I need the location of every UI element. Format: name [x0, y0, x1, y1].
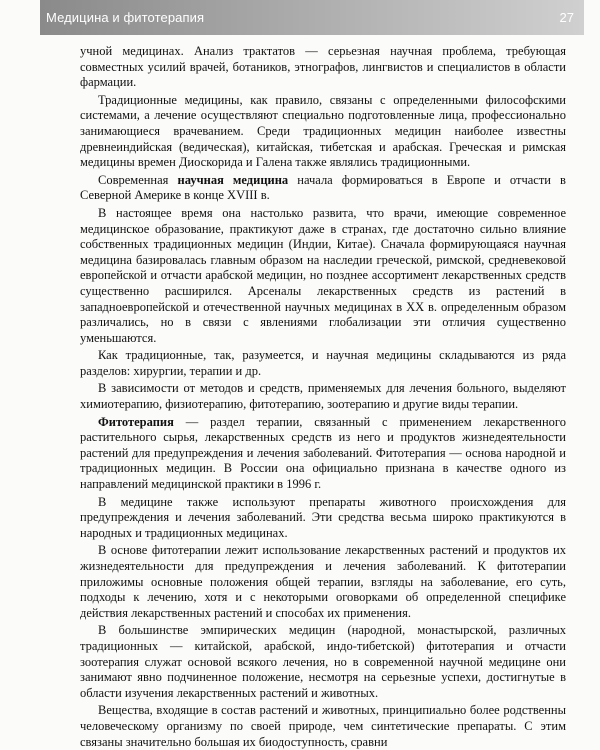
- page-number: 27: [559, 10, 574, 25]
- paragraph-traditional-medicines: Традиционные медицины, как правило, связаны с определенными философскими системами, а лечение осуществляют специально подготовленные лица, профессионально занимающиеся врачеванием. Среди традиционных медицин наиболее известны древнеиндийская (ведическая), китайская, тибетская и арабская. Греческая и римская медицины времен Диоскорида и Галена также являлись традиционными.: [80, 92, 566, 170]
- paragraph-present-day: В настоящее время она настолько развита, что врачи, имеющие современное медицинское образование, практикуют даже в странах, где достаточно сильно влияние собственных традиционных медицин (Индии, Китае). Сначала формирующаяся научная медицина базировалась главным образом на наследии греческой, римской, средневековой европейской и отчасти арабской медицин, но позднее ассортимент лекарственных средств существенно расширился. Арсеналы лекарственных средств из растений в западноевропейской и отечественной научных медицинах в XX в. определенным образом различались, но в связи с явлениями глобализации эти отличия существенно уменьшаются.: [80, 205, 566, 345]
- bold-term-phytotherapy: Фитотерапия: [98, 414, 174, 429]
- body-text: [80, 44, 566, 750]
- paragraph-phytotherapy-definition: [80, 415, 566, 493]
- paragraph-scientific-medicine: [80, 173, 566, 204]
- paragraph-animal-preparations: В медицине также используют препараты животного происхождения для предупреждения и лечения заболеваний. Эти средства весьма широко практикуются в народных и традиционных медицинах.: [80, 494, 566, 540]
- paragraph-phytotherapy-basis: В основе фитотерапии лежит использование лекарственных растений и продуктов их жизнедеятельности для предупреждения и лечения заболеваний. К фитотерапии приложимы основные положения общей терапии, взгляды на заболевание, его суть, подходы к лечению, хотя и с некоторыми оговорками об определенной специфике действия лекарственных растений и способах их применения.: [80, 543, 566, 620]
- running-header: [40, 0, 584, 35]
- text-run: — раздел терапии, связанный с применением лекарственного растительного сырья, лекарственных средств из него и продуктов жизнедеятельности растений для предупреждения и лечения заболеваний. Фитотерапия — основа народной и традиционных медицин. В России она официально признана в качестве одного из направлений медицинской практики в 1996 г.: [80, 414, 566, 492]
- paragraph-sections: Как традиционные, так, разумеется, и научная медицины складываются из ряда разделов: хирургии, терапии и др.: [80, 348, 566, 378]
- text-run: начала формироваться в Европе и отчасти в Северной Америке в конце XVIII в.: [80, 172, 566, 203]
- paragraph-empirical-medicines: В большинстве эмпирических медицин (народной, монастырской, различных традиционных — китайской, арабской, индо-тибетской) фитотерапия и отчасти зоотерапия служат основой всякого лечения, но в современной научной медицине они занимают явно подчиненное положение, несмотря на серьезные успехи, достигнутые в области изучения лекарственных растений и животных.: [80, 623, 566, 700]
- chapter-title: Медицина и фитотерапия: [46, 10, 205, 25]
- paragraph-substances: Вещества, входящие в состав растений и животных, принципиально более родственны человеческому организму по своей природе, чем синтетические препараты. С этим связаны значительно большая их биодоступность, сравни: [80, 703, 566, 749]
- bold-term-scientific-medicine: научная медицина: [177, 172, 289, 187]
- paragraph-continued: учной медицинах. Анализ трактатов — серьезная научная проблема, требующая совместных усилий врачей, ботаников, этнографов, лингвистов и специалистов в области фармации.: [80, 44, 566, 90]
- paragraph-therapy-types: В зависимости от методов и средств, применяемых для лечения больного, выделяют химиотерапию, физиотерапию, фитотерапию, зоотерапию и другие виды терапии.: [80, 381, 566, 412]
- text-run: Современная: [98, 172, 178, 187]
